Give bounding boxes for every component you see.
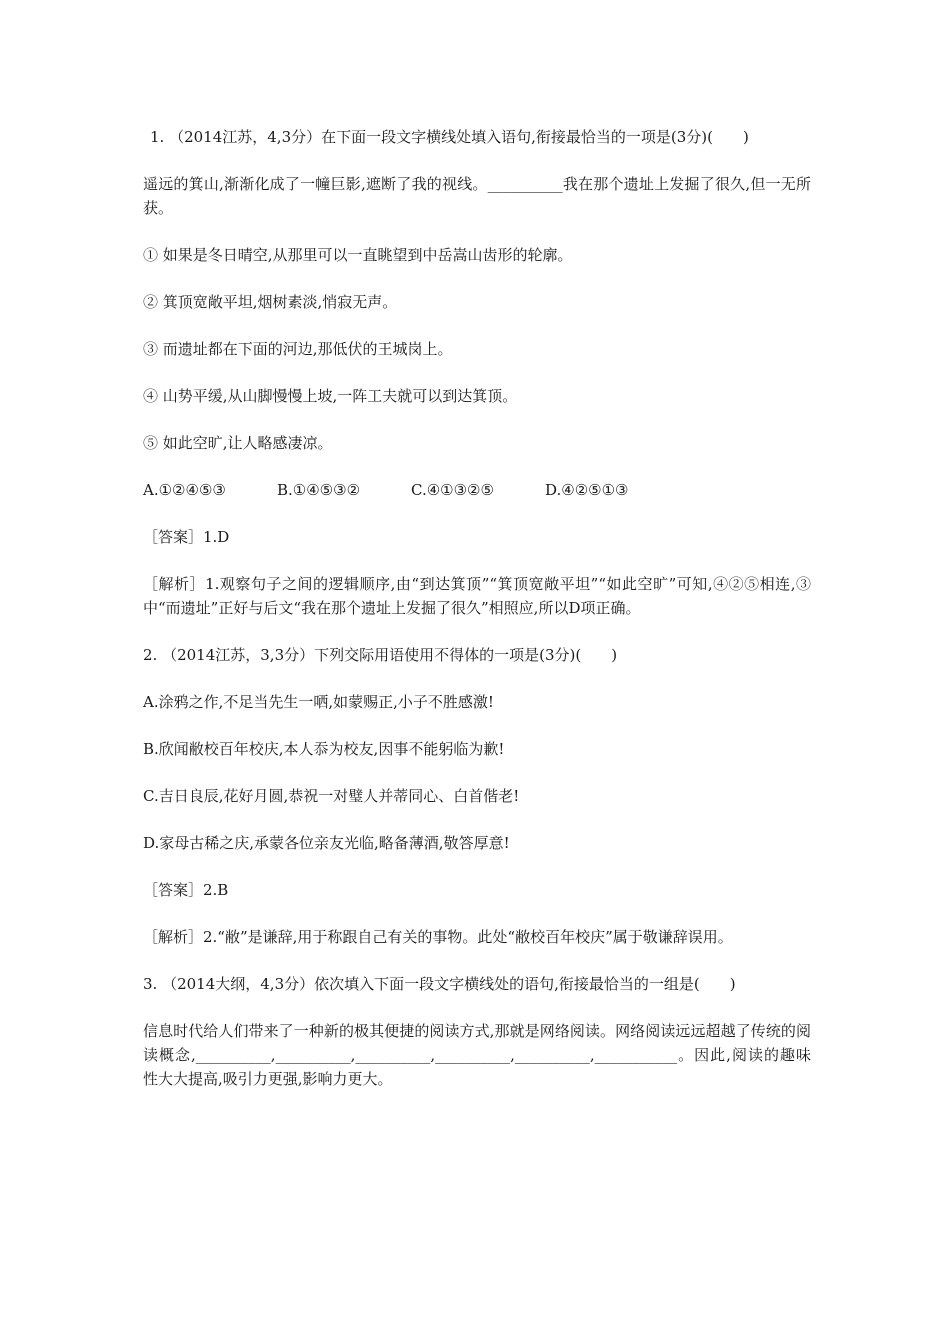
question-1-option-c: C.④①③②⑤: [411, 481, 494, 499]
question-1-item-2: ② 箕顶宽敞平坦,烟树素淡,悄寂无声。: [143, 293, 398, 311]
question-2-analysis: ［解析］2.“敝”是谦辞,用于称跟自己有关的事物。此处“敝校百年校庆”属于敬谦辞误用。: [143, 928, 733, 946]
question-1-passage: 遥远的箕山,渐渐化成了一幢巨影,遮断了我的视线。__________我在那个遗址上发掘了很久,但一无所获。: [143, 175, 811, 217]
question-2-option-a: A.涂鸦之作,不足当先生一哂,如蒙赐正,小子不胜感激!: [143, 693, 494, 711]
question-1-option-a: A.①②④⑤③: [143, 481, 226, 499]
question-2-answer: ［答案］2.B: [143, 881, 229, 899]
question-1-option-d: D.④②⑤①③: [545, 481, 629, 499]
question-1-answer: ［答案］1.D: [143, 528, 230, 546]
question-2-option-b: B.欣闻敝校百年校庆,本人忝为校友,因事不能躬临为歉!: [143, 740, 505, 758]
question-1-item-3: ③ 而遗址都在下面的河边,那低伏的王城岗上。: [143, 340, 453, 358]
question-1-options: [143, 478, 811, 502]
question-1-item-5: ⑤ 如此空旷,让人略感凄凉。: [143, 434, 333, 452]
question-3-stem: 3. （2014大纲，4,3分）依次填入下面一段文字横线处的语句,衔接最恰当的一组是( ): [143, 975, 736, 993]
question-2-option-c: C.吉日良辰,花好月圆,恭祝一对璧人并蒂同心、白首偕老!: [143, 787, 520, 805]
question-1-stem: 1. （2014江苏，4,3分）在下面一段文字横线处填入语句,衔接最恰当的一项是(3分)( ): [150, 128, 749, 146]
question-2-option-d: D.家母古稀之庆,承蒙各位亲友光临,略备薄酒,敬答厚意!: [143, 834, 510, 852]
question-1-analysis: ［解析］1.观察句子之间的逻辑顺序,由“到达箕顶”“箕顶宽敞平坦”“如此空旷”可知,④②⑤相连,③中“而遗址”正好与后文“我在那个遗址上发掘了很久”相照应,所以D项正确。: [143, 575, 811, 617]
question-1-option-b: B.①④⑤③②: [277, 481, 361, 499]
question-1-item-1: ① 如果是冬日晴空,从那里可以一直眺望到中岳嵩山齿形的轮廓。: [143, 246, 573, 264]
question-1-item-4: ④ 山势平缓,从山脚慢慢上坡,一阵工夫就可以到达箕顶。: [143, 387, 518, 405]
question-2-stem: 2. （2014江苏，3,3分）下列交际用语使用不得体的一项是(3分)( ): [143, 646, 618, 664]
document-page: [143, 125, 811, 1114]
question-3-passage: 信息时代给人们带来了一种新的极其便捷的阅读方式,那就是网络阅读。网络阅读远远超越了传统的阅读概念,__________,__________,__________,__________,__________,___________。因此,阅读的趣味性大大提高,吸引力更强,影响力更大。: [143, 1022, 811, 1088]
